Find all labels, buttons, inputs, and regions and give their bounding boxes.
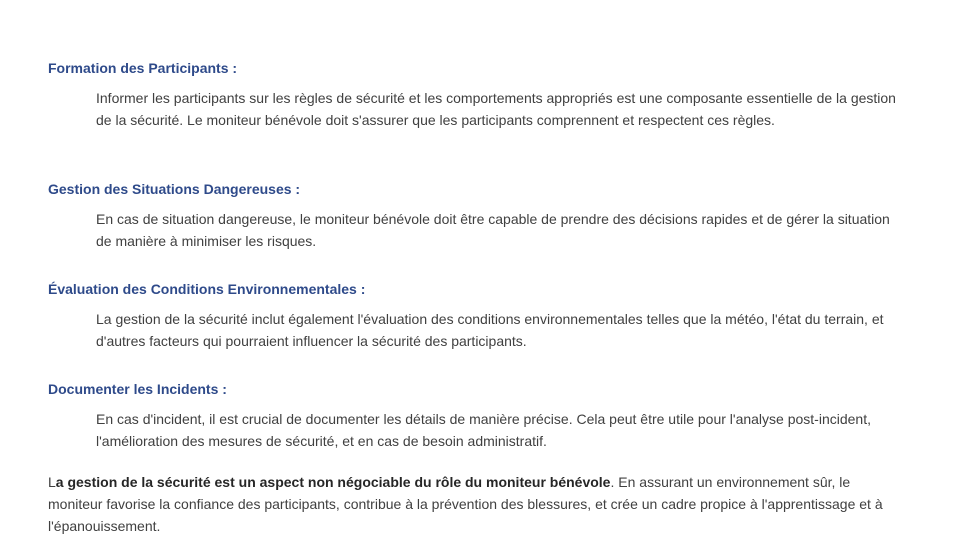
section-body: Informer les participants sur les règles de sécurité et les comportements appropriés est une composante essentielle de la gestion de la sécurité. Le moniteur bénévole doit s'assurer que les participants comprennent et respectent ces règles.	[96, 90, 896, 128]
section-heading: Documenter les Incidents :	[48, 381, 227, 397]
section-heading: Évaluation des Conditions Environnementales :	[48, 281, 366, 297]
conclusion-paragraph	[48, 471, 908, 537]
conclusion-rest: . En assurant un environnement sûr, le moniteur favorise la confiance des participants, contribue à la prévention des blessures, et crée un cadre propice à l'apprentissage et à l'épanouissement.	[48, 474, 883, 534]
section-conditions-environnementales	[48, 280, 908, 352]
section-body: La gestion de la sécurité inclut également l'évaluation des conditions environnementales telles que la météo, l'état du terrain, et d'autres facteurs qui pourraient influencer la sécurité des participants.	[96, 311, 884, 349]
section-heading: Formation des Participants :	[48, 60, 238, 76]
section-documenter-incidents	[48, 380, 908, 452]
section-situations-dangereuses	[48, 180, 908, 252]
conclusion-bold-statement: a gestion de la sécurité est un aspect non négociable du rôle du moniteur bénévole	[55, 474, 611, 490]
section-body: En cas de situation dangereuse, le moniteur bénévole doit être capable de prendre des décisions rapides et de gérer la situation de manière à minimiser les risques.	[96, 211, 890, 249]
section-formation-participants	[48, 59, 908, 131]
conclusion-lead: L	[48, 474, 56, 490]
section-heading: Gestion des Situations Dangereuses :	[48, 181, 301, 197]
section-body: En cas d'incident, il est crucial de documenter les détails de manière précise. Cela peut être utile pour l'analyse post-incident, l'amélioration des mesures de sécurité, et en cas de besoin administratif.	[96, 411, 871, 449]
